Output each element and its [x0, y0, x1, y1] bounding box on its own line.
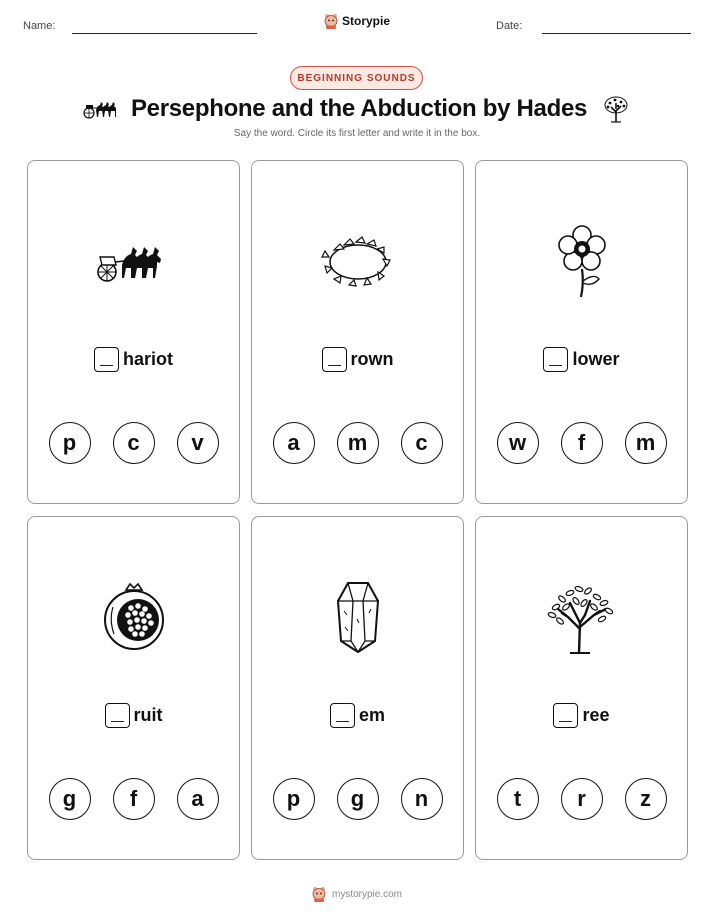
title-row [0, 92, 714, 126]
storypie-mascot-icon [324, 13, 338, 29]
card-picture [476, 216, 687, 306]
card-picture [252, 572, 463, 662]
word-ending: ruit [133, 705, 163, 725]
letter-choice[interactable]: f [561, 422, 603, 464]
letter-choice[interactable]: g [337, 778, 379, 820]
letter-choice[interactable]: m [337, 422, 379, 464]
brand-logo [0, 13, 714, 29]
word-ending: hariot [122, 349, 173, 369]
word-card [27, 516, 240, 860]
card-picture [28, 572, 239, 662]
letter-choice[interactable]: z [625, 778, 667, 820]
letter-choice[interactable]: a [177, 778, 219, 820]
letter-box[interactable] [322, 347, 347, 372]
letter-choices [28, 422, 239, 464]
letter-choice[interactable]: c [401, 422, 443, 464]
footer [0, 886, 714, 902]
letter-choices [252, 422, 463, 464]
word-card [251, 160, 464, 504]
card-picture [28, 216, 239, 306]
letter-choice[interactable]: v [177, 422, 219, 464]
letter-choices [476, 778, 687, 820]
tree-icon [546, 579, 618, 655]
letter-choice[interactable]: w [497, 422, 539, 464]
letter-choice[interactable]: n [401, 778, 443, 820]
name-line[interactable] [72, 33, 257, 34]
letter-choice[interactable]: c [113, 422, 155, 464]
instructions: Say the word. Circle its first letter and write it in the box. [233, 128, 481, 139]
word-row [476, 347, 687, 372]
brand-name: Storypie [341, 14, 390, 28]
word-card [27, 160, 240, 504]
word-ending: rown [350, 349, 394, 369]
word-row [28, 703, 239, 728]
word-card [475, 516, 688, 860]
letter-choice[interactable]: m [625, 422, 667, 464]
letter-choice[interactable]: f [113, 778, 155, 820]
footer-url[interactable]: mystorypie.com [331, 888, 402, 900]
word-ending: lower [572, 349, 620, 369]
letter-box[interactable] [94, 347, 119, 372]
letter-box[interactable] [553, 703, 578, 728]
card-picture [252, 216, 463, 306]
word-ending: em [358, 705, 385, 725]
letter-choices [28, 778, 239, 820]
storypie-mascot-icon [312, 886, 326, 902]
word-card [251, 516, 464, 860]
date-line[interactable] [542, 33, 691, 34]
name-label: Name: [23, 20, 56, 32]
pomegranate-icon [101, 582, 167, 652]
letter-choice[interactable]: p [49, 422, 91, 464]
word-ending: ree [582, 705, 610, 725]
section-badge: BEGINNING SOUNDS [290, 66, 423, 90]
letter-choice[interactable]: t [497, 778, 539, 820]
letter-choice[interactable]: p [273, 778, 315, 820]
gem-icon [333, 579, 383, 655]
letter-choices [252, 778, 463, 820]
word-row [252, 347, 463, 372]
letter-choices [476, 422, 687, 464]
card-picture [476, 572, 687, 662]
chariot-icon [96, 235, 172, 287]
page-title: Persephone and the Abduction by Hades [130, 95, 588, 122]
tree-icon [601, 94, 631, 124]
letter-box[interactable] [330, 703, 355, 728]
chariot-icon [83, 98, 117, 120]
letter-choice[interactable]: a [273, 422, 315, 464]
word-row [28, 347, 239, 372]
letter-choice[interactable]: g [49, 778, 91, 820]
flower-icon [554, 223, 610, 299]
word-row [252, 703, 463, 728]
letter-choice[interactable]: r [561, 778, 603, 820]
date-label: Date: [496, 20, 523, 32]
word-card [475, 160, 688, 504]
crown-icon [320, 232, 396, 290]
word-row [476, 703, 687, 728]
letter-box[interactable] [105, 703, 130, 728]
letter-box[interactable] [543, 347, 568, 372]
